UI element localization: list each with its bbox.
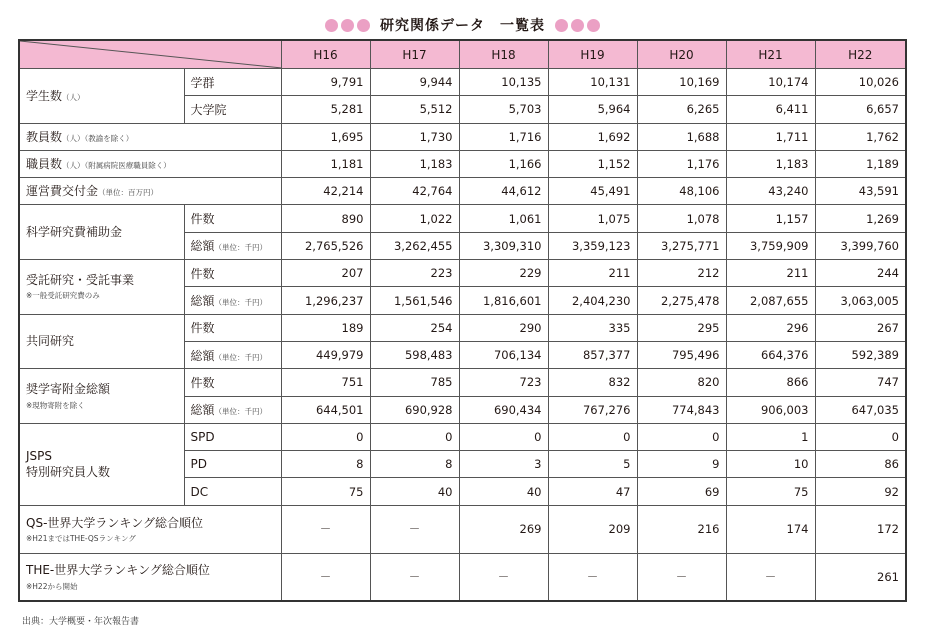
- category-label: 共同研究: [26, 334, 75, 349]
- category-label: THE-世界大学ランキング総合順位: [26, 563, 210, 578]
- value-cell: －: [370, 553, 459, 601]
- sub-label: 学群: [184, 69, 281, 96]
- value-cell: 751: [281, 369, 370, 396]
- value-cell: 3: [459, 451, 548, 478]
- value-cell: －: [370, 505, 459, 553]
- value-cell: 1,695: [281, 123, 370, 150]
- table-row: [19, 150, 906, 177]
- unit-label: （単位：千円）: [214, 243, 268, 253]
- corner-cell: [19, 40, 281, 69]
- diagonal-line-icon: [20, 41, 282, 68]
- value-cell: 42,214: [281, 178, 370, 205]
- unit-label: （単位：千円）: [214, 352, 268, 362]
- value-cell: －: [548, 553, 637, 601]
- value-cell: 3,275,771: [637, 232, 726, 259]
- table-row: [19, 369, 906, 396]
- table-row: [19, 505, 906, 553]
- value-cell: 254: [370, 314, 459, 341]
- value-cell: 10,169: [637, 69, 726, 96]
- unit-label: （人）（教諭を除く）: [62, 133, 134, 143]
- year-header: H22: [815, 40, 906, 69]
- category-label: 運営費交付金: [26, 184, 99, 199]
- value-cell: 45,491: [548, 178, 637, 205]
- value-cell: 244: [815, 260, 906, 287]
- value-cell: 1,176: [637, 150, 726, 177]
- row-label-jsps: [19, 423, 184, 505]
- table-row: [19, 69, 906, 96]
- sub-label-text: 総額: [190, 294, 215, 309]
- value-cell: 644,501: [281, 396, 370, 423]
- table-row: [19, 260, 906, 287]
- year-header: H19: [548, 40, 637, 69]
- value-cell: －: [459, 553, 548, 601]
- value-cell: 48,106: [637, 178, 726, 205]
- dot-icon: [571, 19, 584, 32]
- sub-label-text: 総額: [190, 239, 215, 254]
- table-row: [19, 123, 906, 150]
- sub-label: [184, 232, 281, 259]
- value-cell: 172: [815, 505, 906, 553]
- sub-label: 件数: [184, 205, 281, 232]
- category-label: 職員数: [26, 156, 63, 171]
- note-label: ※現物寄附を除く: [26, 400, 85, 410]
- unit-label: （単位：千円）: [214, 298, 268, 308]
- table-row: [19, 205, 906, 232]
- value-cell: 0: [281, 423, 370, 450]
- value-cell: 6,411: [726, 96, 815, 123]
- value-cell: 47: [548, 478, 637, 505]
- value-cell: 690,928: [370, 396, 459, 423]
- value-cell: 3,399,760: [815, 232, 906, 259]
- value-cell: 2,087,655: [726, 287, 815, 314]
- value-cell: 1,762: [815, 123, 906, 150]
- unit-label: （人）: [62, 92, 85, 102]
- value-cell: －: [637, 553, 726, 601]
- value-cell: 1,561,546: [370, 287, 459, 314]
- value-cell: 1,022: [370, 205, 459, 232]
- value-cell: 795,496: [637, 341, 726, 368]
- category-label: 科学研究費補助金: [26, 225, 123, 240]
- value-cell: －: [281, 553, 370, 601]
- row-label-students: [19, 69, 184, 124]
- research-data-table: [18, 39, 907, 602]
- value-cell: 664,376: [726, 341, 815, 368]
- dot-icon: [555, 19, 568, 32]
- dot-icon: [325, 19, 338, 32]
- value-cell: 820: [637, 369, 726, 396]
- value-cell: 1: [726, 423, 815, 450]
- value-cell: －: [726, 553, 815, 601]
- header-row: [19, 40, 906, 69]
- sub-label: PD: [184, 451, 281, 478]
- value-cell: 706,134: [459, 341, 548, 368]
- value-cell: 40: [459, 478, 548, 505]
- note-label: ※H22から開始: [26, 581, 78, 591]
- value-cell: 1,688: [637, 123, 726, 150]
- value-cell: 174: [726, 505, 815, 553]
- category-label: QS-世界大学ランキング総合順位: [26, 515, 204, 530]
- value-cell: 9,791: [281, 69, 370, 96]
- value-cell: 723: [459, 369, 548, 396]
- value-cell: 1,061: [459, 205, 548, 232]
- value-cell: 1,183: [726, 150, 815, 177]
- unit-label: （人）（附属病院医療職員除く）: [62, 160, 171, 170]
- value-cell: 212: [637, 260, 726, 287]
- value-cell: 211: [548, 260, 637, 287]
- value-cell: 2,765,526: [281, 232, 370, 259]
- year-header: H21: [726, 40, 815, 69]
- table-row: [19, 553, 906, 601]
- category-label: 教員数: [26, 129, 63, 144]
- source-note: 出典：大学概要・年次報告書: [22, 617, 140, 627]
- value-cell: 1,296,237: [281, 287, 370, 314]
- value-cell: 43,240: [726, 178, 815, 205]
- value-cell: 8: [370, 451, 459, 478]
- table-row: [19, 423, 906, 450]
- value-cell: 1,166: [459, 150, 548, 177]
- value-cell: 0: [548, 423, 637, 450]
- value-cell: 5,703: [459, 96, 548, 123]
- value-cell: 0: [815, 423, 906, 450]
- sub-label: 大学院: [184, 96, 281, 123]
- row-label-grant: [19, 178, 281, 205]
- value-cell: 1,692: [548, 123, 637, 150]
- value-cell: －: [281, 505, 370, 553]
- value-cell: 296: [726, 314, 815, 341]
- value-cell: 1,152: [548, 150, 637, 177]
- value-cell: 6,657: [815, 96, 906, 123]
- row-label-joint: [19, 314, 184, 369]
- table-row: [19, 178, 906, 205]
- value-cell: 10,131: [548, 69, 637, 96]
- value-cell: 0: [637, 423, 726, 450]
- value-cell: 0: [459, 423, 548, 450]
- value-cell: 832: [548, 369, 637, 396]
- value-cell: 43,591: [815, 178, 906, 205]
- unit-label: （単位：千円）: [214, 407, 268, 417]
- note-label: ※H21まではTHE-QSランキング: [26, 533, 136, 543]
- value-cell: 290: [459, 314, 548, 341]
- note-label: ※一般受託研究費のみ: [26, 291, 100, 301]
- value-cell: 9,944: [370, 69, 459, 96]
- dot-icon: [357, 19, 370, 32]
- value-cell: 1,075: [548, 205, 637, 232]
- sub-label: 件数: [184, 369, 281, 396]
- sub-label: [184, 396, 281, 423]
- sub-label: [184, 341, 281, 368]
- value-cell: 6,265: [637, 96, 726, 123]
- value-cell: 295: [637, 314, 726, 341]
- value-cell: 223: [370, 260, 459, 287]
- year-header: H17: [370, 40, 459, 69]
- value-cell: 3,759,909: [726, 232, 815, 259]
- value-cell: 785: [370, 369, 459, 396]
- row-label-donation: [19, 369, 184, 424]
- value-cell: 767,276: [548, 396, 637, 423]
- value-cell: 1,183: [370, 150, 459, 177]
- decorative-dots-right: [555, 19, 600, 32]
- value-cell: 647,035: [815, 396, 906, 423]
- dot-icon: [587, 19, 600, 32]
- value-cell: 211: [726, 260, 815, 287]
- value-cell: 44,612: [459, 178, 548, 205]
- value-cell: 5,964: [548, 96, 637, 123]
- value-cell: 1,816,601: [459, 287, 548, 314]
- value-cell: 209: [548, 505, 637, 553]
- value-cell: 1,157: [726, 205, 815, 232]
- value-cell: 216: [637, 505, 726, 553]
- value-cell: 1,711: [726, 123, 815, 150]
- value-cell: 0: [370, 423, 459, 450]
- value-cell: 189: [281, 314, 370, 341]
- value-cell: 9: [637, 451, 726, 478]
- page-title: 研究関係データ 一覧表: [380, 18, 545, 34]
- decorative-dots-left: [325, 19, 370, 32]
- value-cell: 1,730: [370, 123, 459, 150]
- value-cell: 5: [548, 451, 637, 478]
- value-cell: 10: [726, 451, 815, 478]
- value-cell: 2,404,230: [548, 287, 637, 314]
- value-cell: 10,174: [726, 69, 815, 96]
- value-cell: 261: [815, 553, 906, 601]
- value-cell: 774,843: [637, 396, 726, 423]
- value-cell: 5,281: [281, 96, 370, 123]
- value-cell: 1,078: [637, 205, 726, 232]
- category-label: 奨学寄附金総額: [26, 382, 111, 397]
- category-label: 学生数: [26, 88, 63, 103]
- category-label: 受託研究・受託事業: [26, 273, 135, 288]
- year-header: H18: [459, 40, 548, 69]
- value-cell: 857,377: [548, 341, 637, 368]
- value-cell: 42,764: [370, 178, 459, 205]
- value-cell: 1,189: [815, 150, 906, 177]
- value-cell: 8: [281, 451, 370, 478]
- sub-label-text: 総額: [190, 403, 215, 418]
- value-cell: 10,135: [459, 69, 548, 96]
- value-cell: 40: [370, 478, 459, 505]
- value-cell: 5,512: [370, 96, 459, 123]
- row-label-kaken: [19, 205, 184, 260]
- row-label-qs: [19, 505, 281, 553]
- value-cell: 267: [815, 314, 906, 341]
- table-row: [19, 314, 906, 341]
- sub-label: 件数: [184, 260, 281, 287]
- value-cell: 229: [459, 260, 548, 287]
- row-label-contract: [19, 260, 184, 315]
- value-cell: 747: [815, 369, 906, 396]
- sub-label: SPD: [184, 423, 281, 450]
- sub-label: DC: [184, 478, 281, 505]
- row-label-the: [19, 553, 281, 601]
- value-cell: 207: [281, 260, 370, 287]
- sub-label-text: 総額: [190, 348, 215, 363]
- value-cell: 75: [726, 478, 815, 505]
- value-cell: 3,359,123: [548, 232, 637, 259]
- year-header: H20: [637, 40, 726, 69]
- unit-label: （単位：百万円）: [98, 188, 159, 198]
- value-cell: 1,181: [281, 150, 370, 177]
- value-cell: 866: [726, 369, 815, 396]
- sub-label: 件数: [184, 314, 281, 341]
- value-cell: 1,716: [459, 123, 548, 150]
- value-cell: 592,389: [815, 341, 906, 368]
- sub-label: [184, 287, 281, 314]
- value-cell: 3,262,455: [370, 232, 459, 259]
- category-label: 特別研究員人数: [26, 465, 111, 480]
- value-cell: 690,434: [459, 396, 548, 423]
- value-cell: 1,269: [815, 205, 906, 232]
- value-cell: 3,309,310: [459, 232, 548, 259]
- value-cell: 269: [459, 505, 548, 553]
- year-header: H16: [281, 40, 370, 69]
- value-cell: 86: [815, 451, 906, 478]
- value-cell: 92: [815, 478, 906, 505]
- value-cell: 2,275,478: [637, 287, 726, 314]
- title-bar: [0, 14, 925, 36]
- row-label-staff: [19, 150, 281, 177]
- value-cell: 335: [548, 314, 637, 341]
- value-cell: 449,979: [281, 341, 370, 368]
- value-cell: 598,483: [370, 341, 459, 368]
- value-cell: 10,026: [815, 69, 906, 96]
- value-cell: 3,063,005: [815, 287, 906, 314]
- row-label-faculty: [19, 123, 281, 150]
- category-label: JSPS: [26, 449, 53, 464]
- value-cell: 890: [281, 205, 370, 232]
- dot-icon: [341, 19, 354, 32]
- value-cell: 75: [281, 478, 370, 505]
- value-cell: 906,003: [726, 396, 815, 423]
- value-cell: 69: [637, 478, 726, 505]
